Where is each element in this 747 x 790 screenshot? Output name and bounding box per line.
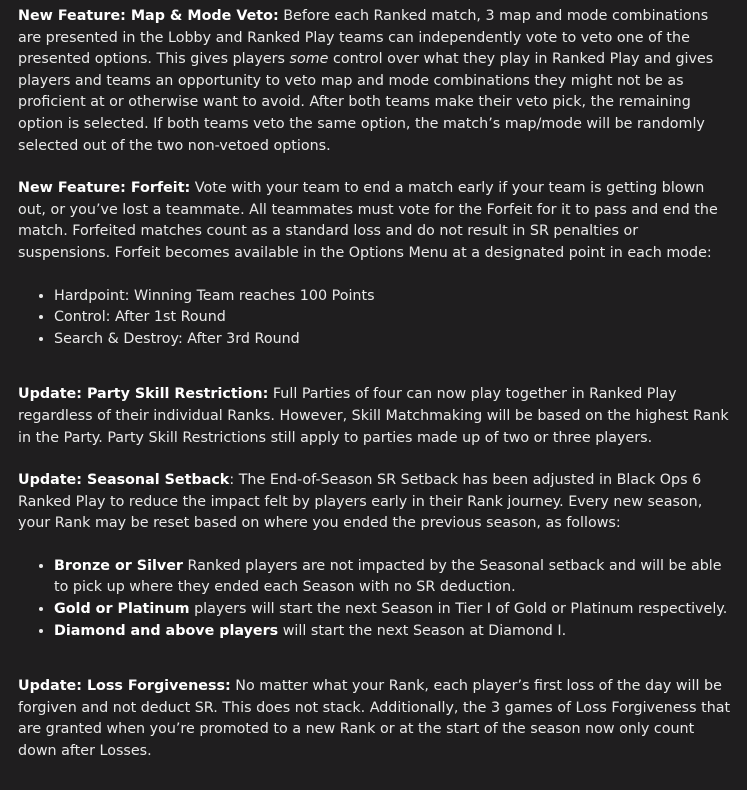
loss-forgiveness-text: No matter what your Rank, each player’s first loss of the day will be forgiven and not deduct SR. This does not stack. Additionally, the 3 games of Loss Forgiveness that are granted when you’re promoted to a new Rank or at the start of the season now only count down after Losses. xyxy=(18,678,731,760)
rank-tier-label: Gold or Platinum xyxy=(54,601,190,618)
list-item xyxy=(54,599,733,621)
loss-forgiveness-paragraph xyxy=(18,676,733,762)
map-mode-veto-text-2: control over what they play in Ranked Play and gives players and teams an opportunity to veto map and mode combinations they might not be as proficient at or otherwise want to avoid. After both teams make their veto pick, the remaining option is selected. If both teams veto the same option, the match’s map/mode will be randomly selected out of the two non-vetoed options. xyxy=(18,51,714,154)
rank-tier-text: Ranked players are not impacted by the Seasonal setback and will be able to pick up where they ended each Season with no SR deduction. xyxy=(54,557,722,596)
map-mode-veto-heading: New Feature: Map & Mode Veto: xyxy=(18,8,279,24)
forfeit-heading: New Feature: Forfeit: xyxy=(18,180,191,197)
loss-forgiveness-heading: Update: Loss Forgiveness: xyxy=(18,678,231,695)
map-mode-veto-emphasis: some xyxy=(289,51,329,68)
list-item xyxy=(54,621,733,643)
seasonal-setback-text: : The End-of-Season SR Setback has been adjusted in Black Ops 6 Ranked Play to reduce the impact felt by players early in their Rank journey. Every new season, your Rank may be reset based on where you ended the previous season, as follows: xyxy=(18,472,703,532)
seasonal-setback-paragraph xyxy=(18,470,733,535)
rank-tier-label: Bronze or Silver xyxy=(54,557,183,574)
list-item: • Hardpoint: Winning Team reaches 100 Points xyxy=(54,286,733,308)
list-item: • Search & Destroy: After 3rd Round xyxy=(54,329,733,351)
party-skill-restriction-text: Full Parties of four can now play together in Ranked Play regardless of their individual Ranks. However, Skill Matchmaking will be based on the highest Rank in the Party. Party Skill Restrictions still apply to parties made up of two or three players. xyxy=(18,386,729,446)
rank-tier-label: Diamond and above players xyxy=(54,622,279,639)
map-mode-veto-text-1: Before each Ranked match, 3 map and mode combinations are presented in the Lobby and Ranked Play teams can independently vote to veto one of the presented options. This gives players xyxy=(18,8,709,68)
seasonal-setback-list xyxy=(18,556,733,642)
seasonal-setback-heading: Update: Seasonal Setback xyxy=(18,472,230,489)
list-item xyxy=(54,556,733,599)
map-mode-veto-paragraph xyxy=(18,6,733,157)
party-skill-restriction-paragraph xyxy=(18,384,733,449)
forfeit-list xyxy=(18,286,733,351)
party-skill-restriction-heading: Update: Party Skill Restriction: xyxy=(18,386,269,403)
forfeit-paragraph xyxy=(18,178,733,264)
list-item: • Control: After 1st Round xyxy=(54,307,733,329)
rank-tier-text: will start the next Season at Diamond I. xyxy=(278,622,567,639)
rank-tier-text: players will start the next Season in Tier I of Gold or Platinum respectively. xyxy=(189,601,728,618)
forfeit-text: Vote with your team to end a match early if your team is getting blown out, or you’ve lost a teammate. All teammates must vote for the Forfeit for it to pass and end the match. Forfeited matches count as a standard loss and do not result in SR penalties or suspensions. Forfeit becomes available in the Options Menu at a designated point in each mode: xyxy=(18,180,718,261)
